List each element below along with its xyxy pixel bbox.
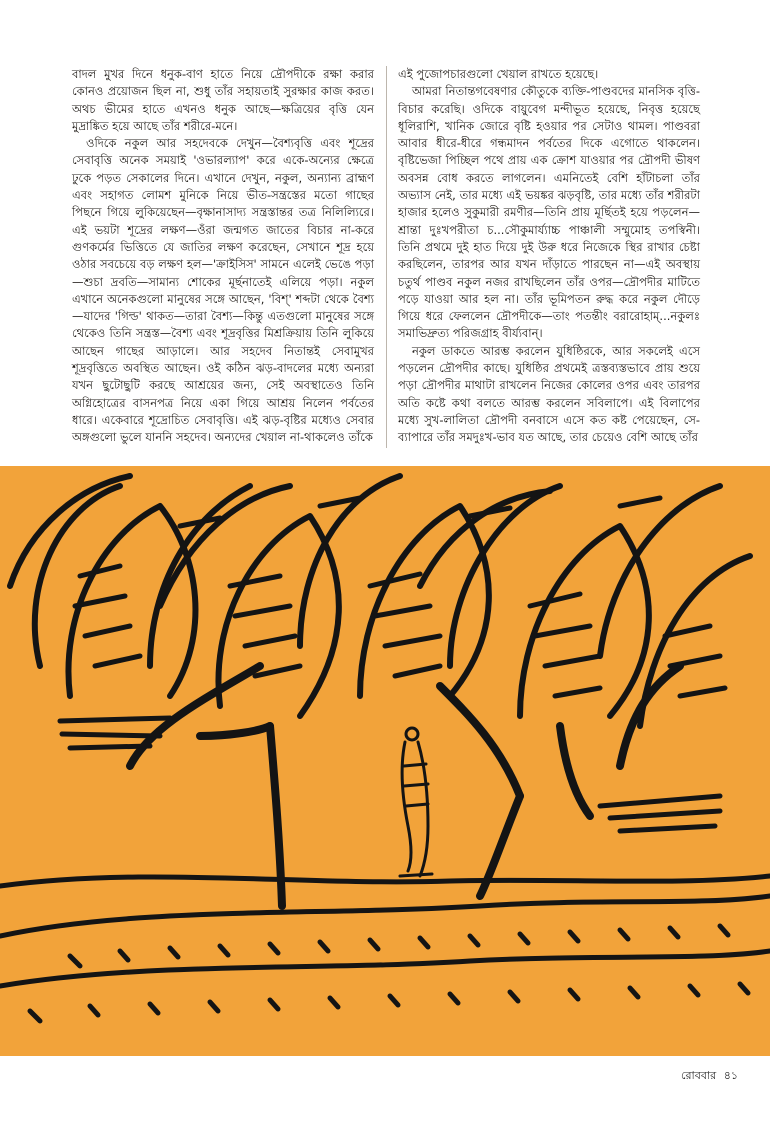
page-number: ৪১ — [723, 1069, 738, 1082]
paragraph: আমরা নিতান্তগবেষণার কৌতুকে ব্যক্তি-পাণ্ডবদের মানসিক বৃত্তি-বিচার করেছি। ওদিকে বায়ুবেগ মন্দীভূত হয়েছে, নিবৃত্ত হয়েছে ধূলিরাশি, খানিক জোরে বৃষ্টি হওয়ার পর সেটাও থামল। পাণ্ডবরা আবার ধীরে-ধীরে গন্ধমাদন পর্বতের দিকে এগোতে থাকলেন। বৃষ্টিভেজা পিচ্ছিল পথে প্রায় এক ক্রোশ যাওয়ার পর দ্রৌপদী ভীষণ অবসন্ন বোধ করতে লাগলেন। এমনিতেই বেশি হাঁটাচলা তাঁর অভ্যাস নেই, তার মধ্যে এই ভয়ঙ্কর ঝড়বৃষ্টি, তার মধ্যে তাঁর শরীরটা হাজার হলেও সুকুমারী রমণীর—তিনি প্রায় মূর্ছিতই হয়ে পড়লেন—শ্রান্তা দুঃখপরীতা চ...সৌকুমার্য্যাচ্চ পাঞ্চালী সম্মুমোহ তপস্বিনী। তিনি প্রথমে দুই হাত দিয়ে দুই উরু ধরে নিজেকে স্থির রাখার চেষ্টা করছিলেন, তারপর আর যখন দাঁড়াতে পারছেন না—এই অবস্থায় চতুর্থ পাণ্ডব নকুল নজর রাখছিলেন তাঁর ওপর—দ্রৌপদীর মাটিতে পড়ে যাওয়া আর হল না। তাঁর ভূমিপতন রুদ্ধ করে নকুল দৌড়ে গিয়ে ধরে ফেললেন দ্রৌপদীকে—তাং পতন্তীং বরারোহাম্...নকুলঃ সমাভিদ্রুত্য পরিজগ্রাহ বীর্য্যবান্। — [398, 84, 700, 341]
page-footer — [677, 1067, 738, 1086]
illustration-background — [0, 466, 770, 1056]
column-divider — [386, 66, 387, 448]
forest-illustration — [0, 466, 770, 1056]
paragraph: ওদিকে নকুল আর সহদেবকে দেখুন—বৈশ্যবৃত্তি এবং শূদ্রের সেবাবৃত্তি অনেক সময়াই 'ওভারল্যাপ' করে একে-অন্যের ক্ষেত্রে ঢুকে পড়ত সেকালের দিনে। এখানে দেখুন, নকুল, অন্যান্য ব্রাহ্মণ এবং সহাগত লোমশ মুনিকে নিয়ে ভীত-সন্ত্রস্তের মতো গাছের পিছনে গিয়ে লুকিয়েছেন—বৃক্ষানাসাদ্য সন্ত্রস্তান্তর তত্র নিলিল্যিরে। এই ভয়টা শূদ্রের লক্ষণ—ওঁরা জন্মগত জাতের বিচার না-করে গুণকর্মের ভিত্তিতে যে জাতির লক্ষণ করেছেন, সেখানে শূদ্র হয়ে ওঠার সবচেয়ে বড় লক্ষণ হল—'ক্রাইসিস' সামনে এলেই ভেঙে পড়া—শুচা দ্রবতি—সামান্য শোকের মূর্ছনাতেই এলিয়ে পড়া। নকুল এখানে অনেকগুলো মানুষের সঙ্গে আছেন, 'বিশ্' শব্দটা থেকে বৈশ্য—যাদের 'গিল্ড' থাকত—তারা বৈশ্য—কিন্তু এতগুলো মানুষের সঙ্গে থেকেও তিনি সন্ত্রস্ত—বৈশ্য এবং শূদ্রবৃত্তির মিশ্রক্রিয়ায় তিনি লুকিয়ে আছেন গাছের আড়ালে। আর সহদেব নিতান্তই সেবামুখর শূদ্রবৃত্তিতে অবস্থিত আছেন। ওই কঠিন ঝড়-বাদলের মধ্যে অন্যরা যখন ছুটোছুটি করছে আশ্রয়ের জন্য, সেই অবস্থাতেও তিনি অগ্নিহোত্রের বাসনপত্র নিয়ে একা গিয়ে আশ্রয় নিলেন পর্বতের ধারে। একেবারে শূদ্রোচিত সেবাবৃত্তি। এই ঝড়-বৃষ্টির মধ্যেও সেবার অঙ্গগুলো ভুলে যাননি সহদেব। অন্যদের খেয়াল না-থাকলেও তাঁকে — [72, 136, 374, 445]
paragraph: নকুল ডাকতে আরম্ভ করলেন যুধিষ্ঠিরকে, আর সকলেই এসে পড়লেন দ্রৌপদীর কাছে। যুধিষ্ঠির প্রথমেই ত্রস্তব্যস্তভাবে প্রায় শুয়ে পড়া দ্রৌপদীর মাথাটা রাখলেন নিজের কোলের ওপর এবং তারপর অতি কষ্টে কথা বলতে আরম্ভ করলেন সবিলাপে। এই বিলাপের মধ্যে সুখ-লালিতা দ্রৌপদী বনবাসে এসে কত কষ্ট পেয়েছেন, সে-ব্যাপারে তাঁর সমদুঃখ-ভাব যত আছে, তার চেয়েও বেশি আছে তাঁর — [398, 343, 700, 445]
paragraph: বাদল মুখর দিনে ধনুক-বাণ হাতে নিয়ে দ্রৌপদীকে রক্ষা করার কোনও প্রয়োজন ছিল না, শুধু তাঁর সহায়তাই সুরক্ষার কাজ করত। অথচ ভীমের হাতে এখনও ধনুক আছে—ক্ষত্রিয়ের বৃত্তি যেন মুদ্রাঙ্কিত হয়ে আছে তাঁর শরীরে-মনে। — [72, 67, 374, 133]
article-column-right — [398, 66, 700, 447]
paragraph: এই পুজোপচারগুলো খেয়াল রাখতে হয়েছে। — [398, 67, 599, 81]
magazine-name: রোববার — [681, 1069, 717, 1082]
article-column-left — [72, 66, 374, 447]
